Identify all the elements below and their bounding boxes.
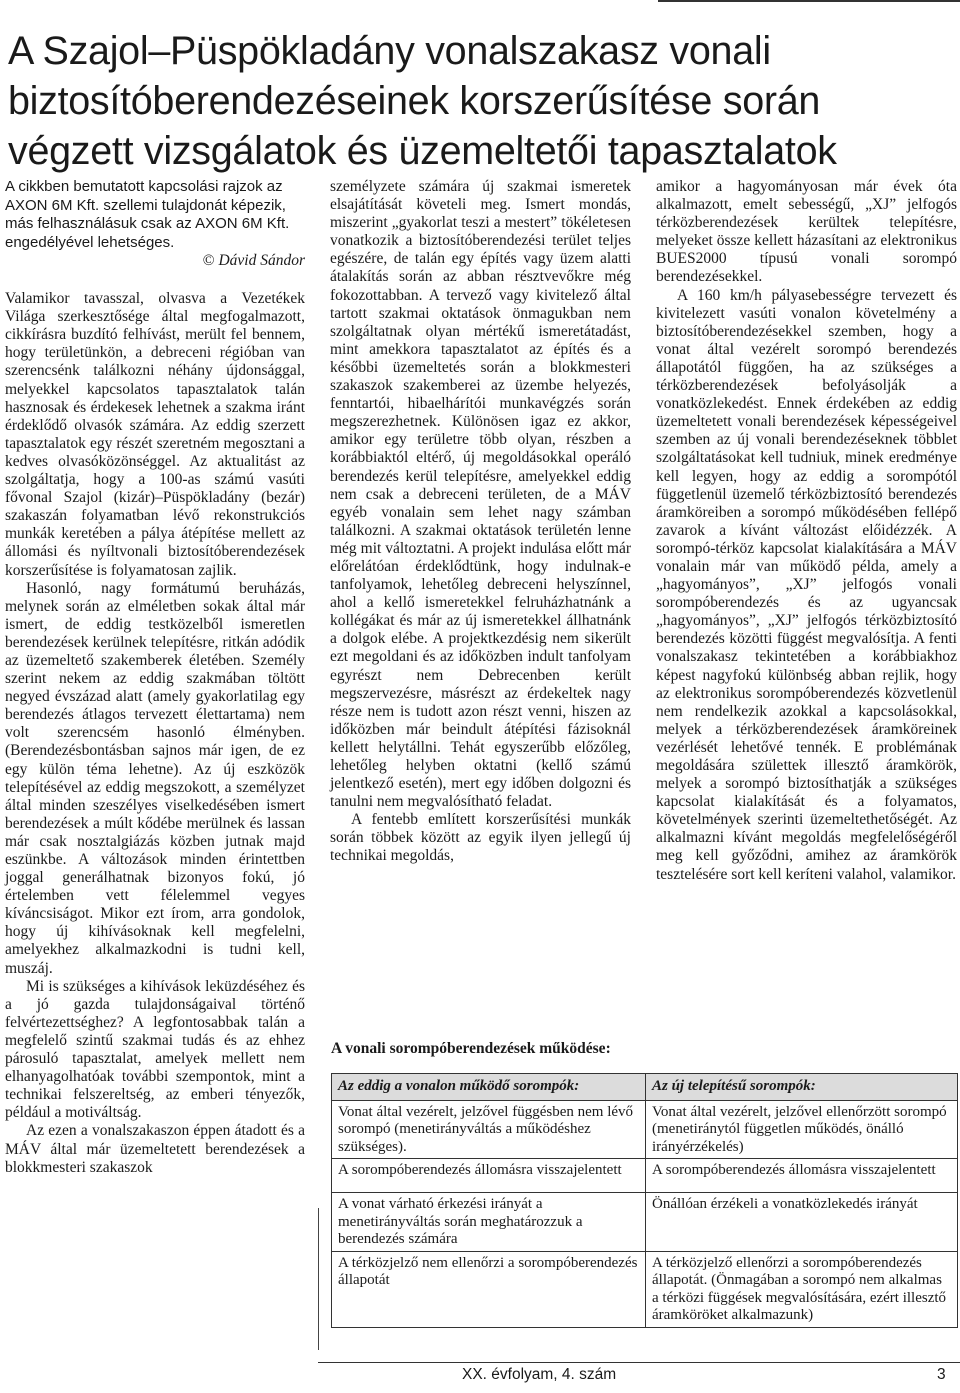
table-header-row — [332, 1074, 958, 1101]
table-header-new: Az új telepítésű sorompók: — [646, 1074, 958, 1101]
comparison-table — [331, 1073, 958, 1328]
table-cell: Vonat által vezérelt, jelzővel függésben nem lévő sorompó (menetirányváltás a működéshez szükséges). — [332, 1100, 646, 1159]
table-row — [332, 1159, 958, 1193]
table-header-old: Az eddig a vonalon működő sorompók: — [332, 1074, 646, 1101]
column-3 — [656, 178, 957, 884]
intro-note: A cikkben bemutatott kapcsolási rajzok az AXON 6M Kft. szellemi tulajdonát képezik, más felhasználásuk csak az AXON 6M Kft. engedélyével lehetséges. — [5, 178, 290, 251]
paragraph: amikor a hagyományosan már évek óta alkalmazott, emelt sebességű, „XJ” jelfogós térközberendezések kerültek telepítésre, melyeket össze kellett házasítani az elektronikus BUES2000 típusú vonali sorompó berendezésekkel. — [656, 178, 957, 286]
header-rule — [658, 0, 960, 2]
paragraph: Valamikor tavasszal, olvasva a Vezetékek Világa szerkesztősége által megfogalmazott, cikkírásra buzdító felhívást, merült fel bennem, hogy területünkön, a debreceni régióban van szerencsénk találkozni néhány újdonsággal, melyekkel kapcsolatos tapasztalatok talán hasznosak és érdekesek lehetnek a szakma iránt érdeklődő olvasók számára. Az eddig szerzett tapasztalatok egy részét szeretném megosztani a kedves olvasóközönséggel. Az aktualitást az szolgáltatja, hogy a 100-as számú vasúti fővonal Szajol (kizár)–Püspökladány (bezár) szakaszán folyamatban lévő rekonstrukciós munkák keretében a pálya átépítése mellett az állomási és nyíltvonali biztosítóberendezések korszerűsítése is folyamatosan zajlik. — [5, 290, 305, 579]
column-2 — [330, 178, 631, 866]
column-divider — [318, 1208, 319, 1350]
section-title: A vonali sorompóberendezések működése: — [331, 1040, 611, 1057]
table-row — [332, 1251, 958, 1327]
paragraph: A fentebb említett korszerűsítési munkák során többek között az egyik ilyen jellegű új technikai megoldás, — [330, 811, 631, 865]
paragraph: Hasonló, nagy formátumú beruházás, melynek során az elméletben sokak által már ismert, de eddig testközelből ismeretlen berendezések kerülnek telepítésre, ritkán adódik az üzemeltető szakemberek életében. Személy szerint nekem az eddig szakmában töltött negyed évszázad alatt (amely gyakorlatilag egy berendezés átlagos tervezett élettartama) nem volt szerencsém hasonló élményben. (Berendezésbontásban sajnos már igen, de ez egy külön téma lehetne). Az új eszközök telepítésével az eddig megszokott, a személyzet által minden szeszélyes viselkedésében ismert berendezések a múlt kődébe merülnek és lassan már csak nosztalgiázás közben jutnak majd eszünkbe. A változások minden érintettben joggal generálhatnak bizonyos fokú, jó értelemben vett félelemmel vegyes kíváncsiságot. Mikor ezt írom, arra gondolok, hogy új kihívásoknak kell megfelelni, amelyekhez alkalmazkodni is tudni kell, muszáj. — [5, 579, 305, 977]
paragraph: személyzete számára új szakmai ismeretek elsajátítását követeli meg. Ismert mondás, miszerint „gyakorlat teszi a mestert” tökéletesen vonatkozik a biztosítóberendezési terület teljes egészére, de talán egy építés vagy üzem alatti átalakítás során az abban résztvevőkre még fokozottabban. A tervező vagy kivitelező által tartott szakmai oktatások önmagukban nem szolgáltatnak olyan mértékű ismeretátadást, mint amekkora tapasztalatot az építés és a későbbi üzemeltetés során a blokkmesteri szakaszok szakemberei az üzembe helyezés, fenntartói, hibaelhárítói munkavégzés során megszerezhetnek. Különösen igaz ez akkor, amikor egy területre több olyan, részben a korábbiaktól eltérő, új megoldásokkal operáló berendezés kerül telepítésre, amelyekkel eddig nem csak a debreceni területen, de a MÁV egyéb vonalain sem lehet nagy számban találkozni. A szakmai oktatások területén lenne még mit változtatni. A projekt indulása előtt már előrelátóan érdeklődtünk, hogy indulnak-e tanfolyamok, lehetőleg debreceni helyszínnel, ahol a kellő ismeretekkel felruházhatnánk a kollégákat és már az új ismeretekkel állhatnánk a dolgok elébe. A projektkezdésig nem sikerült ezt megoldani és az időközben indult tanfolyam egyrészt nem Debrecenben került megszervezésre, másrészt az érdekeltek nagy része nem is tudott azon részt venni, hiszen az időközben már beindult átépítési fázisoknál kellett helytállni. Tehát egyszerűbb előzőleg, lehetőleg helyben oktatni (kellő számú jelentkező esetén), mert egy időben dolgozni és tanulni nem megvalósítható feladat. — [330, 178, 631, 811]
paragraph: A 160 km/h pályasebességre tervezett és kivitelezett vasúti vonalon követelmény a biztosítóberendezésekkel szemben, hogy a vonat által vezérelt sorompó berendezés állapotától függően, ha az szükséges a térközberendezések befolyásolják a vonatközlekedést. Ennek érdekében az eddig üzemeltetett vonali berendezések képességeivel szemben az új vonali berendezéseknek többlet szolgáltatásokat kell tudniuk, minek eredménye kell legyen, hogy az eddig a sorompótól függetlenül üzemelő térközbiztosító berendezés áramköreiben a sorompó működésében fellépő zavarok a kívánt változást előidézzék. A sorompó-térköz kapcsolat kialakítására a MÁV vonalain már van működő példa, amely a „hagyományos”, „XJ” jelfogós vonali sorompóberendezés és az ugyancsak „hagyományos”, „XJ” jelfogós térközbiztosító berendezés közötti függést megvalósítja. A fenti vonalszakasz tekintetében a korábbiakhoz képest nagyfokú különbség abban rejlik, hogy az elektronikus sorompóberendezés közvetlenül nem rendelkezik azokkal a kapcsolásokkal, melyek a térközberendezések áramköreinek vezérlését lehetővé tennék. E problémának megoldására születtek illesztő áramkörök, melyek a sorompó biztosíthatják a szükséges kapcsolat kialakítását és a folyamatos, követelmények szerinti üzemeltethetőségét. Az alkalmazni kívánt megoldás megfelelőségéről meg kell győződni, amihez az áramkörök tesztelésére sort kell keríteni valahol, valamikor. — [656, 286, 957, 883]
issue-label: XX. évfolyam, 4. szám — [462, 1366, 617, 1383]
article-title: A Szajol–Püspökladány vonalszakasz vonali biztosítóberendezéseinek korszerűsítése során végzett vizsgálatok és üzemeltetői tapasztalatok — [8, 29, 837, 173]
table-cell: Vonat által vezérelt, jelzővel ellenőrzött sorompó (menetiránytól független működés, önálló irányérzékelés) — [646, 1100, 958, 1159]
paragraph: Mi is szükséges a kihívások leküzdéséhez és a jó gazda tulajdonságaival történő felvértezettséghez? A legfontosabbak talán a megfelelő szintű szakmai tudás és az ehhez párosuló tapasztalat, amelyek mellett nem elhanyagolhatóak további szempontok, mint a technikai felszereltség, az emberi tényezők, például a motiváltság. — [5, 977, 305, 1122]
table-row — [332, 1193, 958, 1252]
table-cell: A térközjelző nem ellenőrzi a sorompóberendezés állapotát — [332, 1251, 646, 1327]
author-name: Dávid Sándor — [218, 252, 305, 269]
author-credit — [5, 252, 305, 270]
copyright-symbol: © — [202, 252, 215, 269]
footer-rule — [318, 1362, 960, 1363]
table-cell: Önállóan érzékeli a vonatközlekedés irányát — [646, 1193, 958, 1252]
page-number: 3 — [937, 1366, 946, 1383]
table-cell: A sorompóberendezés állomásra visszajelentett — [332, 1159, 646, 1193]
paragraph: Az ezen a vonalszakaszon éppen átadott és a MÁV által már üzemeltetett berendezések a blokkmesteri szakaszok — [5, 1122, 305, 1176]
table-cell: A sorompóberendezés állomásra visszajelentett — [646, 1159, 958, 1193]
table-row — [332, 1100, 958, 1159]
column-1 — [5, 178, 305, 1177]
table-cell: A térközjelző ellenőrzi a sorompóberendezés állapotát. (Önmagában a sorompó nem alkalmas a térközi függések megvalósítására, ezért illesztő áramköröket alkalmazunk) — [646, 1251, 958, 1327]
table-cell: A vonat várható érkezési irányát a menetirányváltás során meghatározzuk a berendezés számára — [332, 1193, 646, 1252]
